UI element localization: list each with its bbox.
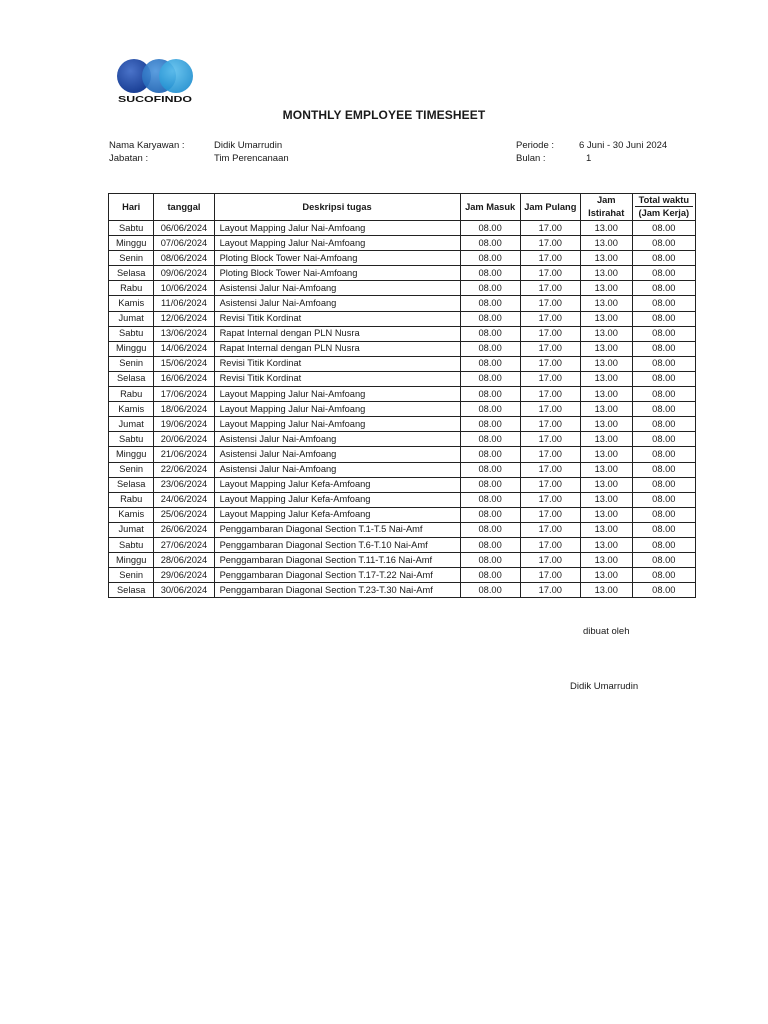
cell-deskripsi: Revisi Titik Kordinat (214, 311, 460, 326)
cell-deskripsi: Layout Mapping Jalur Kefa-Amfoang (214, 492, 460, 507)
table-row (109, 492, 696, 507)
cell-hari: Kamis (109, 402, 154, 417)
header-jam-masuk: Jam Masuk (460, 194, 520, 221)
cell-hari: Rabu (109, 492, 154, 507)
cell-total-waktu: 08.00 (632, 417, 695, 432)
cell-tanggal: 27/06/2024 (154, 537, 214, 552)
cell-jam-masuk: 08.00 (460, 341, 520, 356)
info-values-right (579, 139, 667, 165)
position-value: Tim Perencanaan (214, 153, 289, 164)
cell-jam-masuk: 08.00 (460, 417, 520, 432)
cell-total-waktu: 08.00 (632, 462, 695, 477)
cell-tanggal: 18/06/2024 (154, 402, 214, 417)
cell-tanggal: 09/06/2024 (154, 266, 214, 281)
table-row (109, 311, 696, 326)
cell-jam-pulang: 17.00 (520, 507, 580, 522)
cell-jam-istirahat: 13.00 (580, 462, 632, 477)
cell-hari: Minggu (109, 447, 154, 462)
cell-total-waktu: 08.00 (632, 341, 695, 356)
cell-jam-masuk: 08.00 (460, 492, 520, 507)
table-header-row (109, 194, 696, 221)
cell-jam-istirahat: 13.00 (580, 417, 632, 432)
cell-hari: Rabu (109, 281, 154, 296)
cell-tanggal: 11/06/2024 (154, 296, 214, 311)
cell-total-waktu: 08.00 (632, 281, 695, 296)
cell-jam-masuk: 08.00 (460, 568, 520, 583)
cell-jam-istirahat: 13.00 (580, 553, 632, 568)
position-label: Jabatan : (109, 153, 149, 164)
header-tanggal: tanggal (154, 194, 214, 221)
cell-deskripsi: Revisi Titik Kordinat (214, 356, 460, 371)
cell-jam-masuk: 08.00 (460, 311, 520, 326)
company-logo (116, 56, 194, 108)
cell-jam-pulang: 17.00 (520, 477, 580, 492)
month-label: Bulan : (516, 153, 546, 164)
table-row (109, 522, 696, 537)
cell-hari: Jumat (109, 417, 154, 432)
cell-jam-pulang: 17.00 (520, 281, 580, 296)
employee-name-value: Didik Umarrudin (214, 140, 283, 151)
cell-jam-masuk: 08.00 (460, 537, 520, 552)
cell-jam-istirahat: 13.00 (580, 432, 632, 447)
cell-total-waktu: 08.00 (632, 296, 695, 311)
cell-tanggal: 15/06/2024 (154, 356, 214, 371)
cell-total-waktu: 08.00 (632, 583, 695, 598)
cell-total-waktu: 08.00 (632, 492, 695, 507)
cell-jam-pulang: 17.00 (520, 371, 580, 386)
table-row (109, 583, 696, 598)
table-row (109, 236, 696, 251)
cell-deskripsi: Asistensi Jalur Nai-Amfoang (214, 281, 460, 296)
cell-tanggal: 23/06/2024 (154, 477, 214, 492)
cell-hari: Kamis (109, 296, 154, 311)
cell-total-waktu: 08.00 (632, 447, 695, 462)
cell-jam-masuk: 08.00 (460, 251, 520, 266)
cell-jam-masuk: 08.00 (460, 296, 520, 311)
cell-jam-pulang: 17.00 (520, 568, 580, 583)
header-jam-pulang: Jam Pulang (520, 194, 580, 221)
cell-jam-pulang: 17.00 (520, 447, 580, 462)
cell-deskripsi: Asistensi Jalur Nai-Amfoang (214, 432, 460, 447)
cell-hari: Sabtu (109, 432, 154, 447)
cell-jam-masuk: 08.00 (460, 221, 520, 236)
cell-tanggal: 22/06/2024 (154, 462, 214, 477)
cell-jam-masuk: 08.00 (460, 477, 520, 492)
cell-total-waktu: 08.00 (632, 251, 695, 266)
cell-deskripsi: Ploting Block Tower Nai-Amfoang (214, 266, 460, 281)
period-value: 6 Juni - 30 Juni 2024 (579, 140, 668, 151)
cell-total-waktu: 08.00 (632, 522, 695, 537)
cell-jam-masuk: 08.00 (460, 553, 520, 568)
cell-tanggal: 21/06/2024 (154, 447, 214, 462)
cell-total-waktu: 08.00 (632, 537, 695, 552)
table-row (109, 553, 696, 568)
cell-tanggal: 24/06/2024 (154, 492, 214, 507)
cell-jam-istirahat: 13.00 (580, 281, 632, 296)
employee-name-label: Nama Karyawan : (109, 140, 185, 151)
header-total-waktu (632, 194, 695, 221)
cell-jam-pulang: 17.00 (520, 583, 580, 598)
table-row (109, 251, 696, 266)
cell-jam-pulang: 17.00 (520, 236, 580, 251)
cell-jam-masuk: 08.00 (460, 432, 520, 447)
signature-name: Didik Umarrudin (570, 681, 639, 692)
cell-jam-istirahat: 13.00 (580, 477, 632, 492)
cell-deskripsi: Penggambaran Diagonal Section T.17-T.22 Nai-Amf (214, 568, 460, 583)
table-row (109, 432, 696, 447)
cell-total-waktu: 08.00 (632, 266, 695, 281)
cell-total-waktu: 08.00 (632, 402, 695, 417)
cell-deskripsi: Penggambaran Diagonal Section T.6-T.10 Nai-Amf (214, 537, 460, 552)
header-jam-istirahat-line2: Istirahat (588, 208, 625, 218)
cell-jam-masuk: 08.00 (460, 266, 520, 281)
cell-total-waktu: 08.00 (632, 236, 695, 251)
cell-tanggal: 19/06/2024 (154, 417, 214, 432)
cell-jam-istirahat: 13.00 (580, 583, 632, 598)
cell-jam-istirahat: 13.00 (580, 522, 632, 537)
cell-jam-pulang: 17.00 (520, 296, 580, 311)
period-label: Periode : (516, 140, 555, 151)
cell-tanggal: 12/06/2024 (154, 311, 214, 326)
cell-total-waktu: 08.00 (632, 356, 695, 371)
cell-deskripsi: Rapat Internal dengan PLN Nusra (214, 341, 460, 356)
cell-deskripsi: Penggambaran Diagonal Section T.23-T.30 Nai-Amf (214, 583, 460, 598)
cell-jam-pulang: 17.00 (520, 402, 580, 417)
cell-tanggal: 20/06/2024 (154, 432, 214, 447)
cell-jam-masuk: 08.00 (460, 447, 520, 462)
cell-hari: Senin (109, 356, 154, 371)
cell-jam-istirahat: 13.00 (580, 387, 632, 402)
table-row (109, 507, 696, 522)
cell-deskripsi: Asistensi Jalur Nai-Amfoang (214, 462, 460, 477)
cell-tanggal: 28/06/2024 (154, 553, 214, 568)
cell-hari: Selasa (109, 266, 154, 281)
cell-deskripsi: Layout Mapping Jalur Kefa-Amfoang (214, 507, 460, 522)
table-row (109, 281, 696, 296)
cell-jam-pulang: 17.00 (520, 356, 580, 371)
cell-jam-masuk: 08.00 (460, 583, 520, 598)
table-row (109, 371, 696, 386)
cell-total-waktu: 08.00 (632, 553, 695, 568)
cell-jam-istirahat: 13.00 (580, 311, 632, 326)
cell-deskripsi: Layout Mapping Jalur Nai-Amfoang (214, 221, 460, 236)
table-row (109, 477, 696, 492)
cell-deskripsi: Penggambaran Diagonal Section T.1-T.5 Nai-Amf (214, 522, 460, 537)
cell-jam-pulang: 17.00 (520, 553, 580, 568)
cell-jam-pulang: 17.00 (520, 417, 580, 432)
cell-jam-pulang: 17.00 (520, 462, 580, 477)
cell-total-waktu: 08.00 (632, 477, 695, 492)
cell-total-waktu: 08.00 (632, 568, 695, 583)
cell-jam-istirahat: 13.00 (580, 492, 632, 507)
cell-tanggal: 06/06/2024 (154, 221, 214, 236)
cell-jam-pulang: 17.00 (520, 492, 580, 507)
page-title: MONTHLY EMPLOYEE TIMESHEET (282, 108, 486, 122)
cell-deskripsi: Asistensi Jalur Nai-Amfoang (214, 447, 460, 462)
cell-total-waktu: 08.00 (632, 221, 695, 236)
cell-jam-istirahat: 13.00 (580, 356, 632, 371)
cell-jam-pulang: 17.00 (520, 251, 580, 266)
cell-jam-pulang: 17.00 (520, 387, 580, 402)
cell-tanggal: 16/06/2024 (154, 371, 214, 386)
cell-tanggal: 10/06/2024 (154, 281, 214, 296)
cell-jam-pulang: 17.00 (520, 311, 580, 326)
cell-deskripsi: Asistensi Jalur Nai-Amfoang (214, 296, 460, 311)
cell-hari: Selasa (109, 477, 154, 492)
cell-deskripsi: Layout Mapping Jalur Kefa-Amfoang (214, 477, 460, 492)
cell-total-waktu: 08.00 (632, 371, 695, 386)
cell-jam-pulang: 17.00 (520, 266, 580, 281)
cell-deskripsi: Rapat Internal dengan PLN Nusra (214, 326, 460, 341)
month-value: 1 (586, 153, 592, 164)
table-row (109, 402, 696, 417)
cell-jam-istirahat: 13.00 (580, 326, 632, 341)
made-by-label: dibuat oleh (583, 626, 630, 637)
cell-jam-istirahat: 13.00 (580, 402, 632, 417)
cell-jam-masuk: 08.00 (460, 371, 520, 386)
cell-jam-pulang: 17.00 (520, 341, 580, 356)
cell-jam-istirahat: 13.00 (580, 266, 632, 281)
cell-tanggal: 13/06/2024 (154, 326, 214, 341)
cell-jam-masuk: 08.00 (460, 326, 520, 341)
timesheet-body (109, 221, 696, 598)
table-row (109, 266, 696, 281)
cell-jam-pulang: 17.00 (520, 522, 580, 537)
info-labels-left (109, 139, 185, 165)
cell-hari: Minggu (109, 553, 154, 568)
cell-jam-istirahat: 13.00 (580, 341, 632, 356)
header-total-line2: (Jam Kerja) (638, 208, 690, 218)
table-row (109, 387, 696, 402)
cell-jam-masuk: 08.00 (460, 522, 520, 537)
info-values-left (214, 139, 289, 165)
cell-hari: Senin (109, 251, 154, 266)
cell-jam-istirahat: 13.00 (580, 447, 632, 462)
header-jam-istirahat (580, 194, 632, 221)
cell-deskripsi: Revisi Titik Kordinat (214, 371, 460, 386)
cell-jam-pulang: 17.00 (520, 432, 580, 447)
cell-tanggal: 25/06/2024 (154, 507, 214, 522)
cell-deskripsi: Layout Mapping Jalur Nai-Amfoang (214, 402, 460, 417)
cell-hari: Jumat (109, 311, 154, 326)
cell-hari: Minggu (109, 236, 154, 251)
cell-hari: Sabtu (109, 221, 154, 236)
table-row (109, 537, 696, 552)
cell-jam-istirahat: 13.00 (580, 568, 632, 583)
cell-deskripsi: Penggambaran Diagonal Section T.11-T.16 Nai-Amf (214, 553, 460, 568)
cell-deskripsi: Layout Mapping Jalur Nai-Amfoang (214, 417, 460, 432)
cell-jam-istirahat: 13.00 (580, 537, 632, 552)
cell-jam-masuk: 08.00 (460, 462, 520, 477)
cell-hari: Selasa (109, 371, 154, 386)
cell-total-waktu: 08.00 (632, 326, 695, 341)
cell-jam-istirahat: 13.00 (580, 221, 632, 236)
cell-total-waktu: 08.00 (632, 432, 695, 447)
cell-jam-masuk: 08.00 (460, 402, 520, 417)
cell-tanggal: 17/06/2024 (154, 387, 214, 402)
cell-total-waktu: 08.00 (632, 311, 695, 326)
info-labels-right (516, 139, 554, 165)
cell-jam-masuk: 08.00 (460, 387, 520, 402)
cell-total-waktu: 08.00 (632, 387, 695, 402)
table-row (109, 356, 696, 371)
cell-hari: Sabtu (109, 326, 154, 341)
cell-tanggal: 29/06/2024 (154, 568, 214, 583)
cell-jam-pulang: 17.00 (520, 221, 580, 236)
cell-tanggal: 30/06/2024 (154, 583, 214, 598)
table-row (109, 447, 696, 462)
cell-deskripsi: Layout Mapping Jalur Nai-Amfoang (214, 236, 460, 251)
table-row (109, 417, 696, 432)
header-deskripsi: Deskripsi tugas (214, 194, 460, 221)
table-row (109, 296, 696, 311)
table-row (109, 221, 696, 236)
cell-deskripsi: Layout Mapping Jalur Nai-Amfoang (214, 387, 460, 402)
cell-hari: Jumat (109, 522, 154, 537)
cell-jam-masuk: 08.00 (460, 356, 520, 371)
table-row (109, 462, 696, 477)
cell-hari: Selasa (109, 583, 154, 598)
header-total-line1: Total waktu (635, 194, 693, 207)
cell-hari: Kamis (109, 507, 154, 522)
table-row (109, 341, 696, 356)
cell-hari: Senin (109, 568, 154, 583)
timesheet-table (108, 193, 696, 598)
cell-tanggal: 14/06/2024 (154, 341, 214, 356)
table-row (109, 568, 696, 583)
cell-hari: Sabtu (109, 537, 154, 552)
cell-jam-pulang: 17.00 (520, 537, 580, 552)
cell-jam-istirahat: 13.00 (580, 507, 632, 522)
cell-hari: Senin (109, 462, 154, 477)
cell-hari: Rabu (109, 387, 154, 402)
table-row (109, 326, 696, 341)
cell-jam-istirahat: 13.00 (580, 296, 632, 311)
header-jam-istirahat-line1: Jam (596, 195, 616, 205)
cell-tanggal: 08/06/2024 (154, 251, 214, 266)
cell-tanggal: 07/06/2024 (154, 236, 214, 251)
cell-jam-masuk: 08.00 (460, 507, 520, 522)
cell-jam-istirahat: 13.00 (580, 236, 632, 251)
cell-hari: Minggu (109, 341, 154, 356)
header-hari: Hari (109, 194, 154, 221)
cell-jam-istirahat: 13.00 (580, 251, 632, 266)
logo-text: SUCOFINDO (118, 94, 193, 104)
cell-jam-masuk: 08.00 (460, 236, 520, 251)
cell-jam-pulang: 17.00 (520, 326, 580, 341)
cell-deskripsi: Ploting Block Tower Nai-Amfoang (214, 251, 460, 266)
cell-total-waktu: 08.00 (632, 507, 695, 522)
cell-jam-masuk: 08.00 (460, 281, 520, 296)
cell-tanggal: 26/06/2024 (154, 522, 214, 537)
cell-jam-istirahat: 13.00 (580, 371, 632, 386)
